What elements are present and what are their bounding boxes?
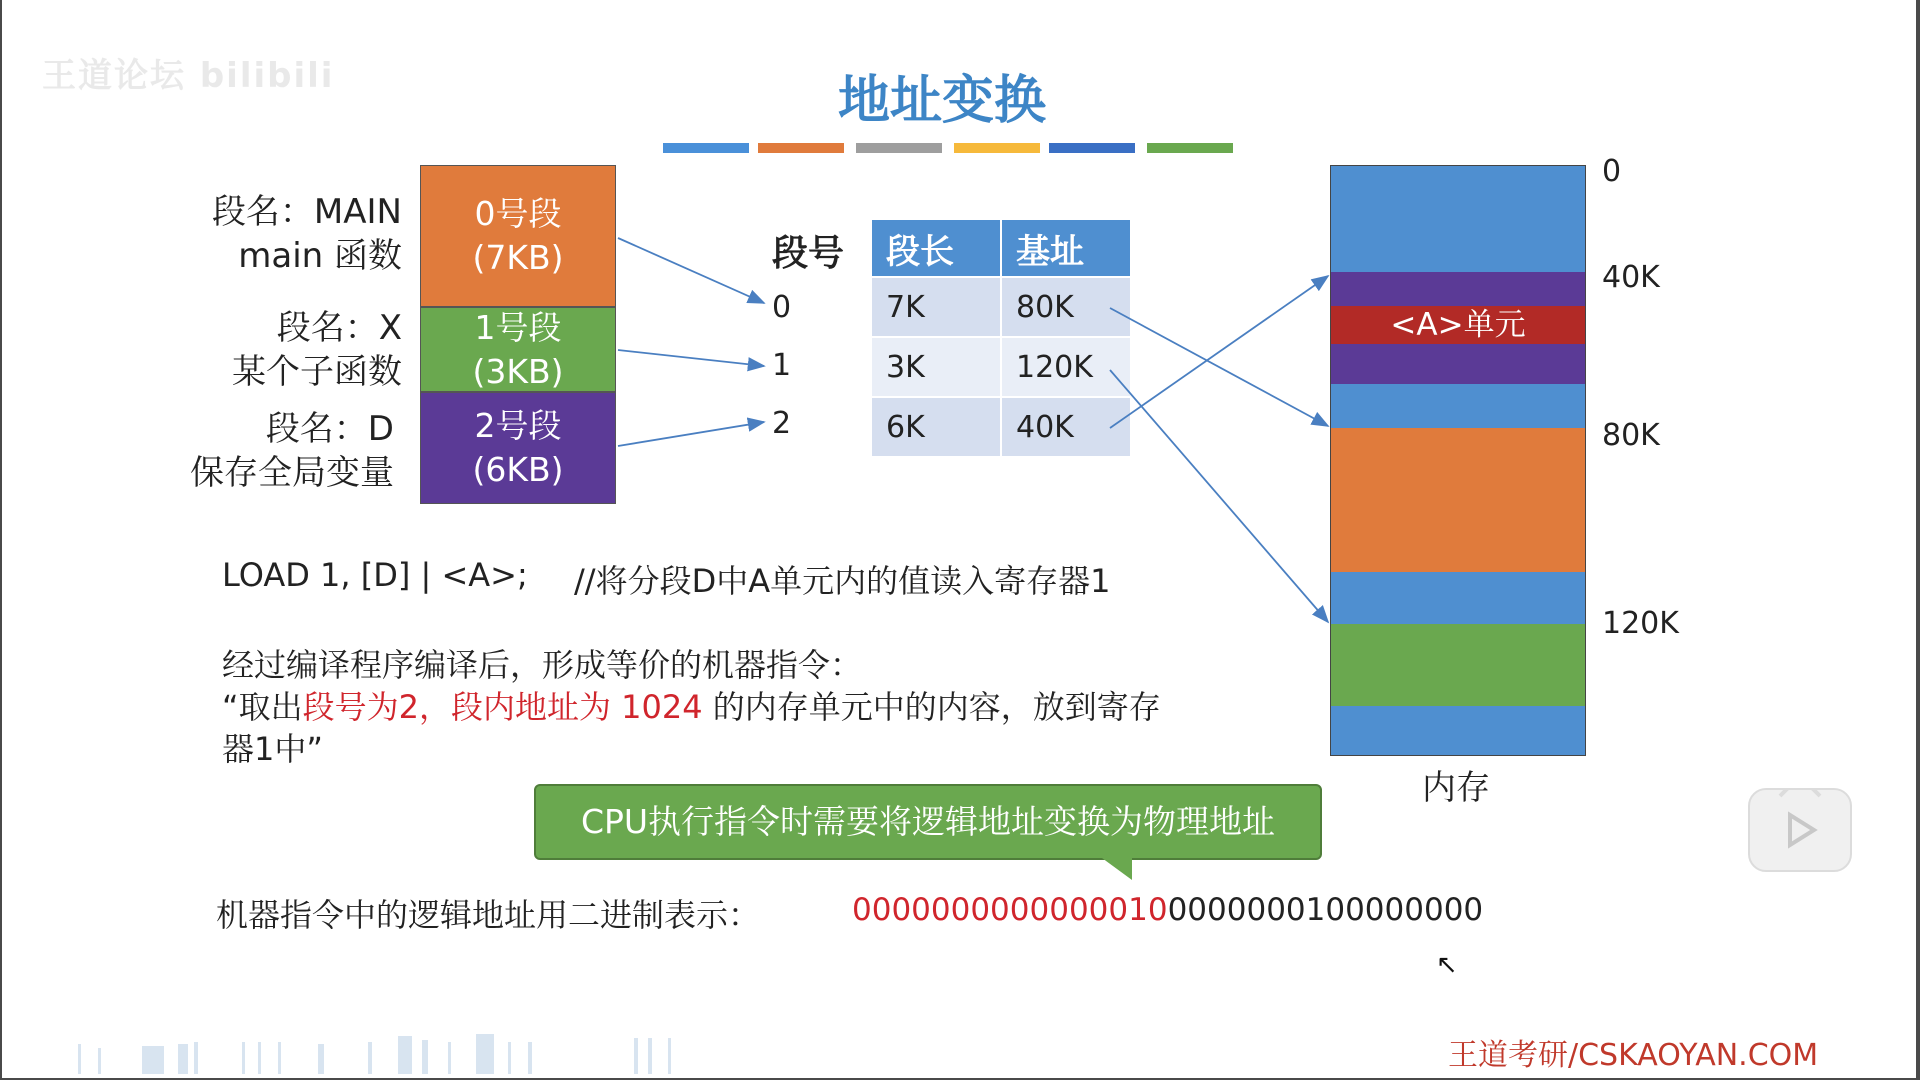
segment-desc: main 函数	[238, 236, 402, 276]
cell-base: 40K	[1001, 397, 1131, 456]
cell-base: 80K	[1001, 277, 1131, 337]
callout-box: CPU执行指令时需要将逻辑地址变换为物理地址	[534, 784, 1322, 860]
segno-header: 段号	[772, 233, 845, 274]
text-span: 的内存单元中的内容，放到寄存	[702, 688, 1161, 726]
play-icon	[1750, 790, 1850, 870]
address-label: 120K	[1602, 606, 1679, 641]
highlight-segno: 段号为2	[302, 688, 419, 726]
segment-box-title: 1号段	[474, 307, 562, 347]
instruction-code: LOAD 1, [D] | <A>;	[222, 556, 528, 594]
binary-label: 机器指令中的逻辑地址用二进制表示：	[216, 896, 761, 934]
header-length: 段长	[872, 220, 1001, 277]
segment-box-size: (3KB)	[472, 351, 564, 391]
address-label: 0	[1602, 154, 1622, 189]
segment-name: 段名：X	[276, 308, 402, 348]
segment-desc: 保存全局变量	[190, 453, 394, 493]
footer-brand: 王道考研/CSKAOYAN.COM	[1448, 1038, 1819, 1073]
segment-box-title: 2号段	[474, 406, 562, 445]
cell-base: 120K	[1001, 337, 1131, 397]
segment-name: 段名：D	[265, 409, 394, 449]
slide	[2, 0, 1916, 1078]
address-label: 40K	[1602, 260, 1660, 295]
cell-length: 7K	[872, 277, 1001, 337]
segment-desc: 某个子函数	[232, 352, 402, 392]
cell-length: 3K	[872, 337, 1001, 397]
explanation-line1: 经过编译程序编译后，形成等价的机器指令：	[222, 646, 863, 684]
arrow-seg1-to-table	[618, 350, 764, 366]
highlight-offset: 段内地址为 1024	[450, 688, 703, 726]
cell-length: 6K	[872, 397, 1001, 456]
slide-title: 地址变换	[837, 71, 1046, 131]
play-button[interactable]	[1748, 788, 1852, 872]
binary-address	[852, 892, 1483, 928]
segment-box-size: (7KB)	[472, 238, 564, 277]
watermark-logo: 王道论坛 bilibili	[42, 56, 335, 96]
header-base: 基址	[1001, 220, 1131, 277]
arrow-seg0-to-table	[618, 238, 764, 303]
mouse-cursor-icon: ↖	[1436, 950, 1458, 980]
segment-box-title: 0号段	[474, 194, 562, 233]
segment-name: 段名：MAIN	[211, 192, 402, 232]
arrow-seg2-to-table	[618, 422, 764, 446]
segno-2: 2	[772, 406, 792, 441]
explanation-line2	[222, 682, 1161, 728]
segno-0: 0	[772, 290, 792, 325]
segment-box-size: (6KB)	[472, 450, 564, 489]
address-label: 80K	[1602, 418, 1660, 453]
callout-tail	[1102, 858, 1132, 880]
binary-offset-bits: 0000000100000000	[1167, 892, 1484, 928]
segno-1: 1	[772, 348, 792, 383]
unit-label: <A>单元	[1390, 307, 1526, 343]
highlight-sep: ，	[418, 688, 451, 726]
explanation-line3: 器1中”	[222, 730, 323, 768]
audio-visualizer	[78, 1028, 818, 1076]
binary-segno-bits: 0000000000000010	[852, 892, 1168, 928]
text-span: “取出	[222, 688, 303, 726]
arrow-row2-to-memory	[1110, 276, 1328, 428]
instruction-comment: //将分段D中A单元内的值读入寄存器1	[574, 562, 1111, 600]
memory-label: 内存	[1422, 768, 1490, 808]
